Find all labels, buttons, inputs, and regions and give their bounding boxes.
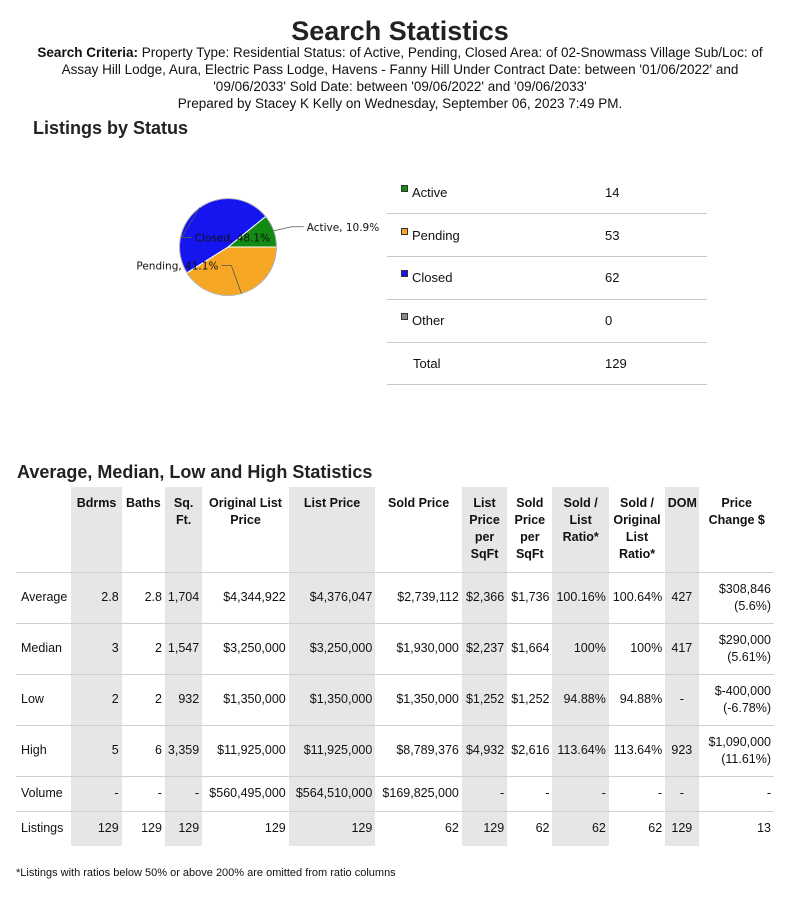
stats-cell	[699, 623, 774, 674]
prepared-by: Prepared by Stacey K Kelly on Wednesday, September 06, 2023 7:49 PM.	[177, 96, 623, 111]
stats-cell: 129	[165, 811, 202, 846]
footnote: *Listings with ratios below 50% or above 200% are omitted from ratio columns	[16, 867, 396, 879]
closed-swatch	[401, 270, 408, 277]
stats-cell: 113.64%	[552, 725, 608, 776]
stats-cell: 129	[665, 811, 699, 846]
col-header-blank	[16, 487, 71, 572]
stats-cell: $3,250,000	[289, 623, 376, 674]
stats-cell	[699, 725, 774, 776]
price-change-amount: -	[766, 786, 771, 800]
stats-cell: 62	[609, 811, 665, 846]
stats-cell: -	[507, 776, 552, 811]
col-header-bdrms: Bdrms	[71, 487, 121, 572]
status-count: 14	[605, 171, 707, 214]
price-change-amount: $308,846	[718, 581, 771, 596]
status-label: Pending	[412, 227, 460, 243]
stats-cell: 129	[71, 811, 121, 846]
stats-cell: $4,344,922	[202, 572, 289, 623]
status-table	[387, 171, 707, 385]
col-header-sold-price-per-sqft: Sold Price per SqFt	[514, 496, 546, 561]
col-header-baths: Baths	[125, 496, 161, 510]
stats-cell	[699, 776, 774, 811]
stats-cell: 6	[122, 725, 165, 776]
stats-row-volume	[16, 776, 774, 811]
listings-by-status-heading: Listings by Status	[33, 118, 189, 138]
status-row-other	[387, 299, 707, 342]
col-header-price-change: Price Change $	[708, 496, 765, 527]
stats-cell: $564,510,000	[289, 776, 376, 811]
status-row-pending	[387, 214, 707, 257]
stats-cell: 932	[165, 674, 202, 725]
stats-cell: 1,547	[165, 623, 202, 674]
stats-cell: 100.64%	[609, 572, 665, 623]
stats-cell: -	[552, 776, 608, 811]
stats-cell: $1,252	[507, 674, 552, 725]
pie-label-active: Active, 10.9%	[306, 221, 380, 234]
status-row-total	[387, 342, 707, 385]
stats-cell: $560,495,000	[202, 776, 289, 811]
stats-cell: $1,930,000	[375, 623, 462, 674]
active-swatch	[401, 185, 408, 192]
stats-cell: $2,616	[507, 725, 552, 776]
price-change-percent: (5.6%)	[734, 598, 771, 613]
col-header-sqft: Sq. Ft.	[165, 487, 202, 572]
price-change-percent: (-6.78%)	[723, 700, 771, 715]
stats-cell: 129	[202, 811, 289, 846]
stats-cell: -	[71, 776, 121, 811]
stats-row-low	[16, 674, 774, 725]
stats-row-listings	[16, 811, 774, 846]
stats-row-label: Average	[16, 572, 71, 623]
stats-row-median	[16, 623, 774, 674]
stats-cell: 2.8	[71, 572, 121, 623]
stats-cell: 100.16%	[552, 572, 608, 623]
status-count: 0	[605, 299, 707, 342]
stats-table	[16, 487, 774, 846]
stats-cell: 113.64%	[609, 725, 665, 776]
stats-cell: 5	[71, 725, 121, 776]
pie-leader-line	[274, 227, 304, 231]
stats-cell: 129	[122, 811, 165, 846]
stats-cell: $2,237	[462, 623, 507, 674]
stats-row-high	[16, 725, 774, 776]
stats-cell: -	[165, 776, 202, 811]
price-change-amount: $1,090,000	[708, 734, 771, 749]
stats-row-label: Listings	[16, 811, 71, 846]
col-header-dom: DOM	[665, 487, 699, 572]
stats-row-label: High	[16, 725, 71, 776]
search-criteria	[30, 44, 770, 95]
price-change-percent: (5.61%)	[727, 649, 771, 664]
stats-cell: 94.88%	[552, 674, 608, 725]
price-change-amount: $-400,000	[714, 683, 771, 698]
stats-cell: -	[665, 674, 699, 725]
stats-cell: $4,932	[462, 725, 507, 776]
stats-cell: 427	[665, 572, 699, 623]
stats-row-average	[16, 572, 774, 623]
stats-cell: $11,925,000	[289, 725, 376, 776]
stats-cell: 62	[507, 811, 552, 846]
stats-cell: $1,350,000	[375, 674, 462, 725]
stats-cell: 129	[289, 811, 376, 846]
stats-cell: $1,664	[507, 623, 552, 674]
stats-cell: 417	[665, 623, 699, 674]
other-swatch	[401, 313, 408, 320]
col-header-list-price: List Price	[289, 487, 376, 572]
stats-cell: $4,376,047	[289, 572, 376, 623]
stats-cell: $1,350,000	[289, 674, 376, 725]
stats-cell: 2	[122, 674, 165, 725]
price-change-amount: $290,000	[718, 632, 771, 647]
stats-cell: $8,789,376	[375, 725, 462, 776]
stats-cell: $2,739,112	[375, 572, 462, 623]
stats-cell: 94.88%	[609, 674, 665, 725]
status-count: 62	[605, 257, 707, 300]
status-row-closed	[387, 257, 707, 300]
search-criteria-text: Property Type: Residential Status: of Active, Pending, Closed Area: of 02-Snowmass Village Sub/Loc: of Assay Hill Lodge, Aura, Electric Pass Lodge, Havens - Fanny Hill Under Contract Date: between '01/06/2022' and '09/06/2033' Sold Date: between '09/06/2022' and '09/06/2033'	[61, 45, 763, 94]
stats-cell: 62	[375, 811, 462, 846]
stats-heading: Average, Median, Low and High Statistics	[17, 462, 373, 482]
col-header-sold-original-list-ratio: Sold / Original List Ratio*	[613, 496, 661, 561]
col-header-sold-list-ratio: Sold / List Ratio*	[552, 487, 608, 572]
pie-slices	[180, 199, 277, 296]
stats-cell: $169,825,000	[375, 776, 462, 811]
stats-cell	[699, 572, 774, 623]
stats-header-row	[16, 487, 774, 572]
stats-cell	[699, 674, 774, 725]
status-pie-chart	[90, 150, 390, 350]
search-criteria-label: Search Criteria:	[37, 45, 138, 60]
col-header-list-price-per-sqft: List Price per SqFt	[462, 487, 507, 572]
status-label: Closed	[412, 270, 453, 286]
stats-cell: 2	[71, 674, 121, 725]
stats-row-label: Median	[16, 623, 71, 674]
stats-cell: 100%	[552, 623, 608, 674]
pending-swatch	[401, 228, 408, 235]
stats-cell: 1,704	[165, 572, 202, 623]
pie-label-closed: Closed, 48.1%	[194, 232, 271, 245]
stats-cell: $2,366	[462, 572, 507, 623]
stats-cell: -	[462, 776, 507, 811]
stats-cell: $11,925,000	[202, 725, 289, 776]
price-change-amount: 13	[757, 821, 771, 836]
stats-cell: $1,350,000	[202, 674, 289, 725]
stats-cell: 2.8	[122, 572, 165, 623]
stats-row-label: Low	[16, 674, 71, 725]
stats-cell: $3,250,000	[202, 623, 289, 674]
stats-cell: $1,736	[507, 572, 552, 623]
stats-cell: 62	[552, 811, 608, 846]
col-header-original-list-price: Original List Price	[209, 496, 282, 527]
stats-cell	[699, 811, 774, 846]
stats-cell: -	[609, 776, 665, 811]
stats-cell: $1,252	[462, 674, 507, 725]
status-label: Other	[412, 313, 445, 329]
total-label: Total	[387, 342, 605, 385]
status-count: 53	[605, 214, 707, 257]
col-header-sold-price: Sold Price	[388, 496, 450, 510]
status-row-active	[387, 171, 707, 214]
stats-cell: -	[122, 776, 165, 811]
stats-cell: 129	[462, 811, 507, 846]
status-label: Active	[412, 184, 448, 200]
stats-row-label: Volume	[16, 776, 71, 811]
stats-cell: 2	[122, 623, 165, 674]
stats-cell: 3,359	[165, 725, 202, 776]
stats-cell: -	[665, 776, 699, 811]
stats-cell: 100%	[609, 623, 665, 674]
stats-cell: 3	[71, 623, 121, 674]
total-count: 129	[605, 342, 707, 385]
pie-label-pending: Pending, 41.1%	[136, 260, 219, 273]
stats-cell: 923	[665, 725, 699, 776]
price-change-percent: (11.61%)	[721, 751, 771, 766]
page-title: Search Statistics	[291, 16, 509, 46]
